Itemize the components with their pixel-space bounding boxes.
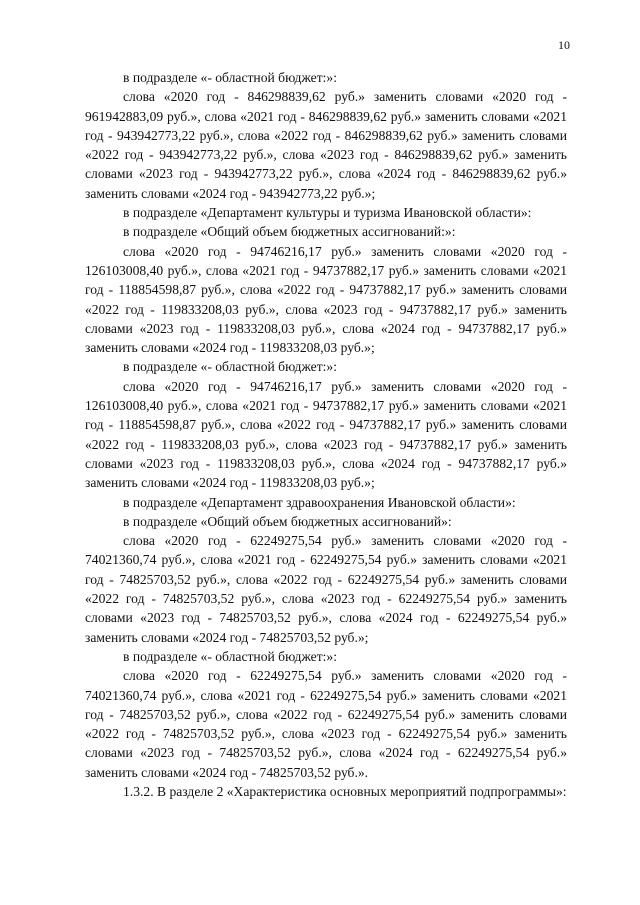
paragraph-health-regional-amounts: слова «2020 год - 62249275,54 руб.» заменить словами «2020 год - 74021360,74 руб.», слова «2021 год - 62249275,54 руб.» заменить словами «2021 год - 74825703,52 руб.», слова «2022 год - 62249275,54 руб.» заменить словами «2022 год - 74825703,52 руб.», слова «2023 год - 62249275,54 руб.» заменить словами «2023 год - 74825703,52 руб.», слова «2024 год - 62249275,54 руб.» заменить словами «2024 год - 74825703,52 руб.». xyxy=(85,668,567,780)
paragraph-subsection-regional-budget: в подразделе «- областной бюджет:»: xyxy=(123,70,338,85)
paragraph-culture-total-amounts: слова «2020 год - 94746216,17 руб.» заменить словами «2020 год - 126103008,40 руб.», слова «2021 год - 94737882,17 руб.» заменить словами «2021 год - 118854598,87 руб.», слова «2022 год - 94737882,17 руб.» заменить словами «2022 год - 119833208,03 руб.», слова «2023 год - 94737882,17 руб.» заменить словами «2023 год - 119833208,03 руб.», слова «2024 год - 94737882,17 руб.» заменить словами «2024 год - 119833208,03 руб.»; xyxy=(85,243,567,356)
paragraph-culture-regional-amounts: слова «2020 год - 94746216,17 руб.» заменить словами «2020 год - 126103008,40 руб.», слова «2021 год - 94737882,17 руб.» заменить словами «2021 год - 118854598,87 руб.», слова «2022 год - 94737882,17 руб.» заменить словами «2022 год - 119833208,03 руб.», слова «2023 год - 94737882,17 руб.» заменить словами «2023 год - 119833208,03 руб.», слова «2024 год - 94737882,17 руб.» заменить словами «2024 год - 119833208,03 руб.»; xyxy=(85,378,567,491)
paragraph-subsection-regional-budget: в подразделе «- областной бюджет:»: xyxy=(123,648,338,664)
document-body xyxy=(85,68,567,801)
paragraph-subsection-regional-budget: в подразделе «- областной бюджет:»: xyxy=(123,359,338,375)
paragraph-subsection-health-department: в подразделе «Департамент здравоохранения Ивановской области»: xyxy=(123,494,516,510)
paragraph-subsection-total-allocations: в подразделе «Общий объем бюджетных ассигнований:»: xyxy=(123,224,456,240)
paragraph-budget-amounts: слова «2020 год - 846298839,62 руб.» заменить словами «2020 год - 961942883,09 руб.», слова «2021 год - 846298839,62 руб.» заменить словами «2021 год - 943942773,22 руб.», слова «2022 год - 846298839,62 руб.» заменить словами «2022 год - 943942773,22 руб.», слова «2023 год - 846298839,62 руб.» заменить словами «2023 год - 943942773,22 руб.», слова «2024 год - 846298839,62 руб.» заменить словами «2024 год - 943942773,22 руб.»; xyxy=(85,89,567,201)
paragraph-subsection-culture-department: в подразделе «Департамент культуры и туризма Ивановской области»: xyxy=(123,205,532,221)
page-number: 10 xyxy=(558,38,570,52)
paragraph-health-total-amounts: слова «2020 год - 62249275,54 руб.» заменить словами «2020 год - 74021360,74 руб.», слова «2021 год - 62249275,54 руб.» заменить словами «2021 год - 74825703,52 руб.», слова «2022 год - 62249275,54 руб.» заменить словами «2022 год - 74825703,52 руб.», слова «2023 год - 62249275,54 руб.» заменить словами «2023 год - 74825703,52 руб.», слова «2024 год - 62249275,54 руб.» заменить словами «2024 год - 74825703,52 руб.»; xyxy=(85,533,567,645)
paragraph-section-heading: 1.3.2. В разделе 2 «Характеристика основных мероприятий подпрограммы»: xyxy=(123,783,567,799)
paragraph-subsection-total-allocations: в подразделе «Общий объем бюджетных ассигнований»: xyxy=(123,513,452,529)
